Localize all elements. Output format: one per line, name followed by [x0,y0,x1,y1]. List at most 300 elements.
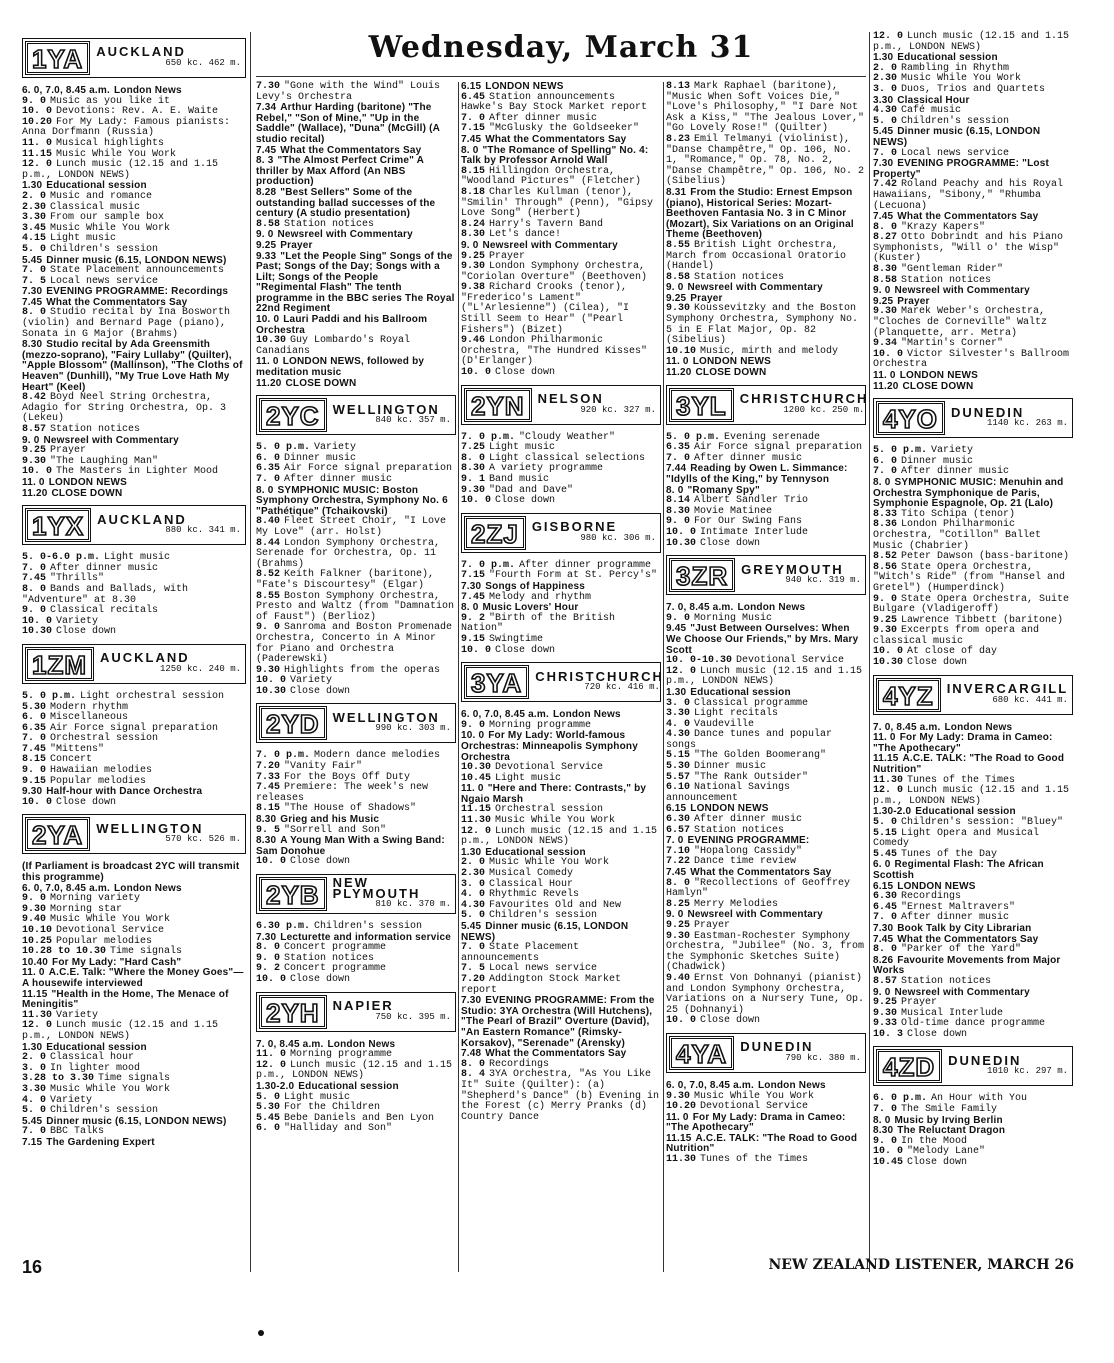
programme-time: 8. 0 [873,944,898,956]
station-city: DUNEDIN [948,1052,1022,1068]
programme-title: Recordings [901,891,962,903]
programme-time: 8. 0 [22,307,47,319]
programme-time: 12. 0 [873,31,904,42]
programme-entry [256,783,456,804]
programme-title: Newsreel with Commentary [43,434,179,446]
programme-entry [22,968,246,989]
programme-time: 8.23 [666,133,691,145]
programme-title: (If Parliament is broadcast 2YC will transmit this programme) [22,861,240,884]
station-info [93,506,245,544]
programme-title: "Recollections of Geoffrey Hamlyn" [666,877,851,900]
station-city: NEW PLYMOUTH [332,875,421,901]
programme-time: 7. 0 [873,1104,898,1116]
programme-entry [873,180,1073,212]
programme-title: Music While You Work [489,857,610,869]
station-info [944,1047,1072,1085]
programme-title: For Our Swing Fans [694,516,803,528]
programme-title: Tito Schipa (tenor) [901,508,1016,520]
programme-entry [256,283,456,315]
programme-entry [22,990,246,1011]
programme-title: Music as you like it [50,95,171,107]
programme-title: Lunch music (12.15 and 1.15 p.m., LONDON NEWS) [256,1059,453,1082]
programme-time: 5. 0-6.0 p.m. [22,552,101,564]
programme-time: 6. 0 [873,859,891,871]
programme-time: 9.30 [666,930,691,942]
programme-entry [256,676,456,687]
programme-time: 6.15 [666,803,687,815]
programme-title: London News [757,1079,826,1091]
station-call-sign: 2YD [259,706,327,740]
programme-time: 9. 0 [873,593,898,605]
programme-title: Modern rhythm [50,701,129,713]
programme-time: 9.15 [461,633,486,645]
programme-time: 7.30 [22,286,43,298]
programme-time: 8.24 [461,218,486,230]
programme-time: 7. 0 [22,1126,47,1138]
programme-time: 1.30-2.0 [256,1080,295,1092]
programme-time: 9. 0 [461,719,486,731]
station-info [96,645,245,683]
programme-title: "Here and There: Contrasts," by Ngaio Marsh [461,783,647,805]
station-info [531,663,664,701]
programme-title: State Placement announcements [50,265,225,277]
programme-time: 3. 0 [22,1062,47,1074]
programme-title: Tunes of the Times [700,1154,809,1166]
programme-time: 9.30 [22,786,43,798]
programme-title: LONDON NEWS [48,476,128,488]
programme-time: 6.57 [666,824,691,836]
programme-title: Lunch music (12.15 and 1.15 p.m., LONDON NEWS) [22,159,219,181]
programme-time: 7. 0 [873,912,898,924]
programme-title: Variety [56,1009,99,1021]
programme-time: 7. 0 p.m. [461,559,516,571]
programme-title: State Placement announcements [461,942,580,964]
programme-title: CLOSE DOWN [902,380,974,392]
station-city: INVERCARGILL [946,681,1069,697]
programme-time: 10. 0 [461,495,492,507]
programme-title: What the Commentators Say [690,867,832,878]
programme-entry [256,964,456,975]
programme-entry [666,932,866,974]
programme-time: 8.58 [256,218,281,230]
programme-time: 9. 0 [873,986,891,998]
programme-title: SYMPHONIC MUSIC: Menuhin and Orchestra Symphonique de Paris, Symphonie Espagnole, Op. 21 (Lalo) [873,476,1064,510]
programme-title: Variety [50,1094,93,1106]
programme-time: 3.45 [22,222,47,234]
station-frequency: 1010 kc. 297 m. [986,1066,1068,1077]
programme-title: Light music [489,442,556,454]
programme-time: 9.25 [666,292,687,304]
programme-time: 5.45 [461,921,482,932]
programme-time: 7.45 [22,573,47,585]
programme-title: London News [113,85,182,96]
programme-entry [873,754,1073,775]
programme-time: 1.30 [461,846,482,858]
programme-time: 9.30 [666,303,691,315]
programme-time: 7.20 [256,761,281,773]
programme-entry [256,379,456,390]
programme-time: 8.30 [873,264,898,276]
programme-title: Music by Irving Berlin [894,1114,1003,1126]
programme-time: 8.31 [666,186,687,198]
programme-title: Lunch music (12.15 and 1.15 p.m., LONDON NEWS) [22,1020,219,1042]
programme-time: 1.30 [22,1041,43,1053]
programme-time: 11.15 [666,1132,692,1144]
programme-time: 4.30 [873,105,898,117]
programme-time: 9. 0 [256,952,281,964]
programme-column-5 [873,32,1073,1169]
programme-title: Station notices [901,975,992,987]
programme-title: Excerpts from opera and classical music [873,625,1040,647]
programme-title: Close down [700,537,761,549]
programme-time: 11. 0 [461,783,484,795]
programme-time: 8.55 [256,590,281,602]
programme-title: Tunes of the Day [901,848,998,860]
programme-title: "Melody Lane" [907,1146,986,1158]
programme-time: 7.48 [461,1048,482,1060]
programme-title: Newsreel with Commentary [482,239,618,251]
programme-entry [873,478,1073,510]
programme-time: 7. 0 [22,562,47,574]
programme-time: 9.30 [256,664,281,676]
programme-entry [461,336,661,368]
programme-entry [461,614,661,635]
programme-title: For My Lady: Drama in Cameo: "The Apothecary" [666,1111,846,1134]
station-call-sign: 2YH [259,995,327,1029]
programme-title: "Thrills" [50,573,105,585]
programme-time: 5. 0 p.m. [666,431,721,443]
programme-entry [873,127,1073,148]
station-call-sign: 3ZR [669,558,735,592]
programme-title: Dinner music [284,452,357,464]
programme-title: Hawaiian melodies [50,765,153,777]
programme-entry [666,241,866,273]
programme-time: 7. 5 [461,963,486,975]
programme-title: Dance time review [694,856,797,868]
programme-title: Newsreel with Commentary [277,229,413,241]
programme-title: Light music [50,233,117,245]
programme-entry [22,393,246,425]
programme-time: 5. 0 [461,910,486,922]
programme-entry [873,350,1073,371]
programme-entry [666,783,866,804]
programme-entry [256,570,456,591]
programme-entry [461,996,661,1049]
station-header [873,1046,1073,1086]
programme-title: Children's session [901,115,1010,127]
station-info [329,704,455,742]
programme-entry [22,308,246,340]
programme-time: 9.25 [256,239,277,251]
programme-title: Mark Raphael (baritone), "Music When Soft Voices Die," "Love's Philosophy," "I Dare Not Ask a Kiss," "The Jealous Lover," "Go Lovely Rose!" (Quilter) [666,81,865,135]
programme-title: Studio recital by Ina Bosworth (violin) and Bernard Page (piano), Sonata in G Major (Brahms) [22,307,231,340]
programme-time: 6. 0 p.m. [873,1093,928,1105]
programme-time: 9. 0 [666,282,684,294]
programme-time: 5. 0 p.m. [256,442,311,454]
programme-title: Close down [56,626,117,638]
programme-time: 10. 0-10.30 [666,655,733,667]
programme-title: Children's session [314,921,423,932]
programme-title: Prayer [489,250,526,262]
programme-time: 7. 0 [461,942,486,954]
station-frequency: 840 kc. 357 m. [375,415,451,426]
programme-title: For My Lady: World-famous Orchestras: Minneapolis Symphony Orchestra [461,730,638,763]
programme-time: 10.45 [873,1157,904,1169]
programme-time: 8. 0 [461,452,486,464]
programme-title: Tunes of the Times [907,774,1016,786]
station-header [22,505,246,545]
programme-title: Station notices [284,952,375,964]
programme-time: 9. 1 [461,474,486,485]
programme-title: Dinner music (6.15, LONDON NEWS) [46,1115,227,1127]
programme-entry [666,1134,866,1155]
programme-entry [666,82,866,135]
programme-title: Modern dance melodies [314,750,441,762]
programme-title: Studio recital by Ada Greensmith (mezzo-soprano), "Fairy Lullaby" (Quilter), "Apple Blossom" (Mallinson), "The Cloths of Heaven" (Dunhill), "My True Love Hath My Heart" (Keel) [22,339,243,393]
programme-time: 7.30 [873,158,894,170]
programme-entry [22,489,246,500]
programme-time: 7.45 [461,133,482,145]
programme-time: 11.20 [22,487,48,499]
programme-entry [873,786,1073,807]
programme-time: 5.15 [666,750,691,762]
programme-title: British Light Orchestra, March from Occasional Oratorio (Handel) [666,239,847,273]
programme-time: 6.30 [873,891,898,903]
programme-title: What the Commentators Say [46,296,188,308]
programme-time: 5. 0 [873,817,898,828]
programme-title: Concert programme [284,942,387,954]
programme-time: 6.15 [873,880,894,892]
station-header [256,874,456,914]
programme-title: Concert [50,754,93,766]
programme-entry [666,624,866,656]
programme-time: 9.30 [22,455,47,467]
programme-time: 9.25 [666,919,691,931]
print-dot [258,1330,264,1336]
station-header [461,513,661,553]
programme-title: Close down [56,796,117,808]
programme-title: "Romany Spy" [687,484,760,496]
programme-title: BBC Talks [50,1126,105,1138]
programme-time: 10. 0 [22,106,53,118]
programme-title: "Best Sellers" Some of the outstanding ballad successes of the century (A studio presentation) [256,186,436,220]
programme-title: Children's session [489,910,598,922]
programme-time: 8.25 [666,898,691,910]
station-call-sign: 2ZJ [464,516,526,550]
programme-time: 12. 0 [873,785,904,797]
programme-title: Classical Hour [489,878,574,890]
programme-time: 10.45 [461,772,492,784]
programme-title: Variety [290,675,333,687]
station-city: CHRISTCHURCH [739,391,869,407]
programme-entry [873,233,1073,265]
programme-entry [666,1016,866,1027]
programme-time: 7.30 [256,81,281,92]
programme-title: Local news service [901,147,1010,159]
programme-time: 10. 0 [22,615,53,627]
programme-title: Close down [495,644,556,656]
programme-time: 8.57 [873,975,898,987]
programme-time: 5.45 [22,1115,43,1127]
programme-time: 9. 0 [22,605,47,617]
station-info [534,386,660,424]
programme-title: Prayer [901,997,938,1009]
programme-entry [256,539,456,571]
programme-time: 8.33 [873,508,898,520]
programme-entry [461,283,661,336]
programme-time: 10. 0 [873,646,904,658]
programme-time: 7. 0 [873,466,898,478]
programme-time: 5.45 [873,126,894,138]
station-header [873,398,1073,438]
programme-time: 10. 0 [461,644,492,656]
programme-time: 11. 0 [666,356,689,368]
programme-time: 8. 0 [461,1058,486,1070]
station-header [666,555,866,595]
programme-title: What the Commentators Say [485,133,627,145]
programme-time: 7.45 [873,933,894,945]
programme-title: Let's dance! [489,229,562,241]
programme-entry [22,627,246,638]
programme-title: Station notices [901,274,992,286]
station-frequency: 940 kc. 319 m. [785,575,861,586]
station-frequency: 650 kc. 462 m. [165,58,241,68]
programme-title: London Symphony Orchestra, "Coriolan Overture" (Beethoven) [461,261,648,283]
programme-time: 11. 0 [22,137,53,149]
programme-time: 2.30 [873,73,898,85]
programme-entry [256,857,456,868]
programme-time: 9.25 [873,614,898,626]
programme-time: 2. 0 [461,857,486,869]
programme-title: Musical Interlude [901,1007,1004,1019]
programme-time: 10.20 [666,1101,697,1113]
programme-entry [666,730,866,751]
programme-time: 7. 0 p.m. [461,431,516,443]
programme-title: In the Mood [901,1135,968,1147]
programme-time: 5. 0 p.m. [873,445,928,457]
programme-time: 10.30 [256,685,287,697]
programme-title: Station notices [284,218,375,230]
programme-time: 3.30 [22,1083,47,1095]
programme-entry [461,262,661,283]
programme-title: After dinner music [694,452,803,464]
programme-title: Air Force signal preparation [694,442,863,454]
programme-time: 8.15 [256,803,281,815]
station-frequency: 680 kc. 441 m. [992,694,1068,705]
programme-title: State Opera Orchestra, "Witch's Ride" (from "Hansel and Gretel") (Humperdinck) [873,561,1066,594]
station-header [256,703,456,743]
programme-title: Prayer [280,239,313,251]
programme-time: 12. 0 [22,1020,53,1032]
station-city: NAPIER [332,997,394,1013]
station-city: GREYMOUTH [741,561,844,577]
programme-time: 9.30 [873,625,898,637]
programme-time: 6.35 [22,722,47,734]
programme-time: 5. 0 [873,115,898,127]
programme-time: 8.15 [461,165,486,177]
programme-entry [461,93,661,114]
programme-time: 9.30 [873,1007,898,1019]
programme-time: 10. 0 [666,526,697,538]
programme-title: "Hopalong Cassidy" [694,845,803,857]
programme-entry [873,520,1073,552]
programme-title: Devotional Service [56,925,165,936]
programme-title: Prayer [50,445,87,457]
programme-entry [873,733,1073,754]
programme-title: Local news service [50,275,159,287]
programme-title: Classical programme [694,697,809,709]
programme-time: 2.30 [22,201,47,213]
programme-time: 4. 0 [461,889,486,901]
programme-entry [256,336,456,357]
programme-title: Orchestral session [50,733,159,745]
programme-title: Dance tunes and popular songs [666,729,833,751]
programme-title: Devotional Service [736,655,845,667]
programme-title: Favourite Movements from Major Works [873,954,1061,977]
programme-title: Guy Lombardo's Royal Canadians [256,335,411,357]
programme-title: Light Opera and Musical Comedy [873,827,1040,850]
programme-time: 6.45 [873,901,898,913]
programme-entry [256,156,456,188]
programme-title: An Hour with You [931,1093,1028,1105]
programme-time: 8.42 [22,392,47,404]
programme-entry [256,357,456,378]
programme-entry [873,1158,1073,1169]
programme-title: LONDON NEWS [897,880,976,892]
programme-title: Ernst Von Dohnanyi (pianist) and London Symphony Orchestra, Variations on a Nursery Tune, Op. 25 (Dohnanyi) [666,972,865,1016]
programme-title: Devotions: Rev. A. E. Waite [56,106,219,118]
station-city: CHRISTCHURCH [535,668,664,684]
programme-entry [256,486,456,518]
programme-time: 10. 0 [256,973,287,985]
programme-time: 8.30 [873,1125,894,1137]
programme-time: 8. 0 [22,583,47,595]
programme-entry [666,528,866,539]
programme-title: After dinner music [284,474,393,485]
programme-title: "Fourth Form at St. Percy's" [489,570,658,582]
programme-time: 9. 2 [256,963,281,975]
programme-time: 8.30 [256,835,277,847]
programme-title: Boston Symphony Orchestra, Presto and Waltz (from "Damnation of Faust") (Berlioz) [256,590,455,623]
programme-title: Classical music [50,201,141,213]
programme-time: 9.25 [873,295,894,307]
programme-entry [22,798,246,809]
programme-column-3 [461,81,664,1123]
programme-time: 8. 0 [873,476,891,488]
programme-entry [256,103,456,145]
programme-time: 9.46 [461,335,486,347]
programme-time: 10. 0 [22,466,53,478]
programme-entry [22,118,246,139]
programme-time: 10. 0 [873,348,904,360]
programme-title: Evening serenade [724,431,821,443]
programme-time: 7. 0 [461,112,486,124]
programme-time: 9.30 [461,484,486,496]
programme-time: 11.30 [666,1154,697,1166]
page-title: Wednesday, March 31 [368,30,754,65]
programme-time: 6. 0, 7.0, 8.45 a.m. [461,709,549,721]
programme-title: Close down [290,856,351,868]
programme-title: CLOSE DOWN [285,377,357,389]
programme-title: Close down [495,367,556,379]
programme-title: Music While You Work [56,148,177,160]
programme-time: 7.45 [873,211,894,223]
programme-time: 11.15 [461,804,492,816]
programme-title: Dinner music [901,455,974,467]
programme-title: Orchestral session [495,804,604,816]
programme-title: Air Force signal preparation [284,463,453,475]
programme-title: Devotional Service [700,1101,809,1113]
